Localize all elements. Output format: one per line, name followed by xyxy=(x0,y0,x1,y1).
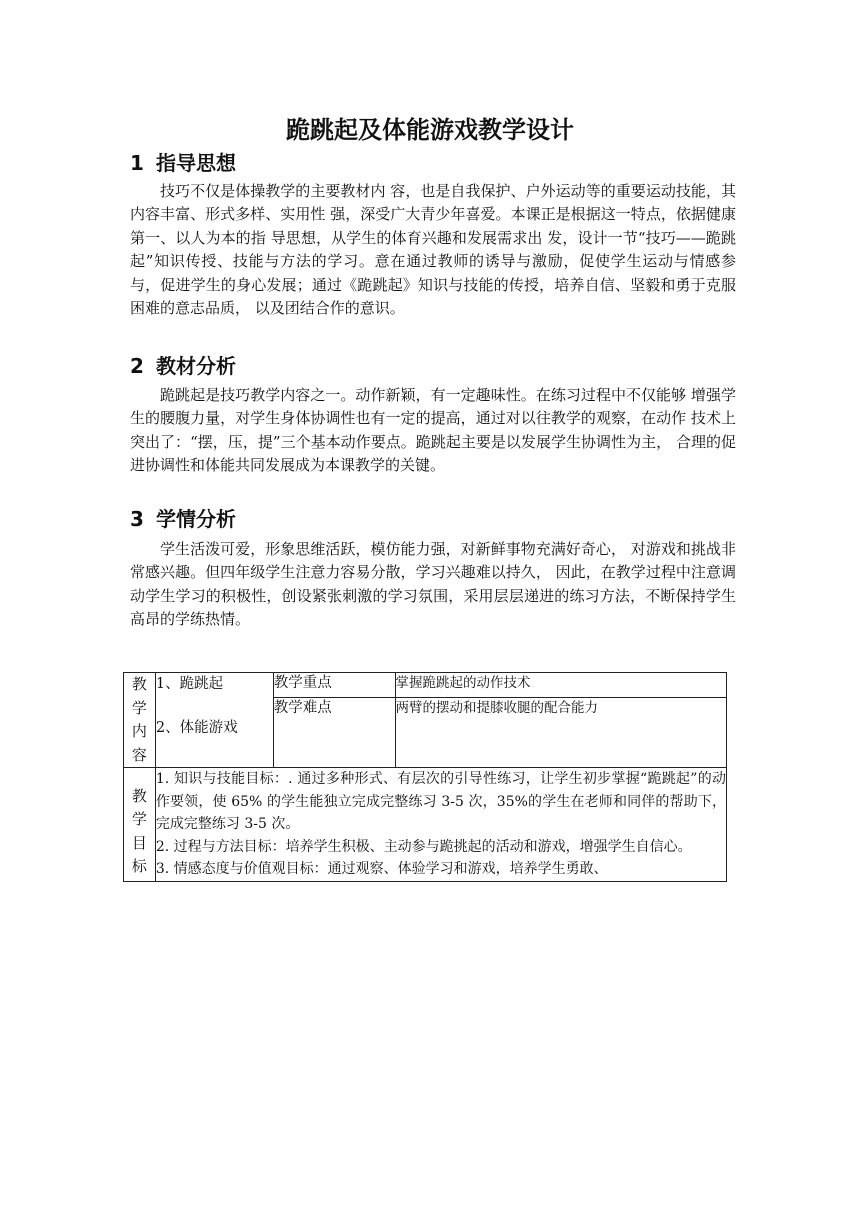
section-number: 2 xyxy=(130,354,144,378)
section-paragraph-3: 学生活泼可爱，形象思维活跃，模仿能力强，对新鲜事物充满好奇心， 对游戏和挑战非常感兴趣。但四年级学生注意力容易分散，学习兴趣难以持久， 因此，在教学过程中注意调动学生学习的积极性，创设紧张刺激的学习氛围，采用层层递进的练习方法，不断保持学生高昂的学练热情。 xyxy=(130,540,736,629)
content-item: 2、体能游戏 xyxy=(155,720,238,736)
goals-cell xyxy=(155,768,726,882)
goals-header-cell xyxy=(124,768,156,882)
section-title: 学情分析 xyxy=(156,507,236,531)
key-point-label: 教学重点 xyxy=(273,673,395,698)
goal-item: 3. 情感态度与价值观目标：通过观察、体验学习和游戏，培养学生勇敢、 xyxy=(155,861,608,878)
goal-item: 2. 过程与方法目标：培养学生积极、主动参与跪挑起的活动和游戏，增强学生自信心。 xyxy=(155,838,692,855)
content-header-cell xyxy=(124,673,156,768)
section-paragraph-2: 跪跳起是技巧教学内容之一。动作新颖，有一定趣味性。在练习过程中不仅能够 增强学生的腰腹力量，对学生身体协调性也有一定的提高，通过对以往教学的观察，在动作 技术上突出了：“摆，压，提”三个基本动作要点。跪跳起主要是以发展学生协调性为主， 合理的促进协调性和体能共同发展成为本课教学的关键。 xyxy=(130,386,736,475)
document-title: 跪跳起及体能游戏教学设计 xyxy=(286,116,574,144)
section-number: 3 xyxy=(130,507,144,531)
content-item: 1、跪跳起 xyxy=(155,676,224,692)
section-heading-2 xyxy=(130,350,236,379)
goal-item: 1. 知识与技能目标：. 通过多种形式、有层次的引导性练习，让学生初步掌握“跪跳起”的动作要领，使 65% 的学生能独立完成完整练习 3-5 次，35%的学生在老师和同伴的帮助下，完成完整练习 3-5 次。 xyxy=(155,771,726,833)
content-header: 教学内容 xyxy=(131,675,147,764)
section-heading-3 xyxy=(130,503,236,532)
difficulty-label: 教学难点 xyxy=(273,697,395,767)
section-title: 教材分析 xyxy=(156,354,236,378)
difficulty-value: 两臂的摆动和提膝收腿的配合能力 xyxy=(395,697,726,767)
section-title: 指导思想 xyxy=(156,151,236,175)
key-point-value: 掌握跪跳起的动作技术 xyxy=(395,673,726,698)
section-heading-1 xyxy=(130,147,236,176)
section-number: 1 xyxy=(130,151,144,175)
lesson-plan-table xyxy=(123,672,727,882)
goals-header: 教学目标 xyxy=(131,786,147,876)
content-items-cell xyxy=(155,673,273,768)
section-paragraph-1: 技巧不仅是体操教学的主要教材内 容，也是自我保护、户外运动等的重要运动技能，其内容丰富、形式多样、实用性 强，深受广大青少年喜爱。本课正是根据这一特点，依据健康第一、以人为本的指 导思想，从学生的体育兴趣和发展需求出 发，设计一节“技巧——跪跳起”知识传授、技能与方法的学习。意在通过教师的诱导与激励，促使学生运动与情感参与，促进学生的身心发展；通过《跪跳起》知识与技能的传授，培养自信、坚毅和勇于克服困难的意志品质， 以及团结合作的意识。 xyxy=(130,182,736,318)
